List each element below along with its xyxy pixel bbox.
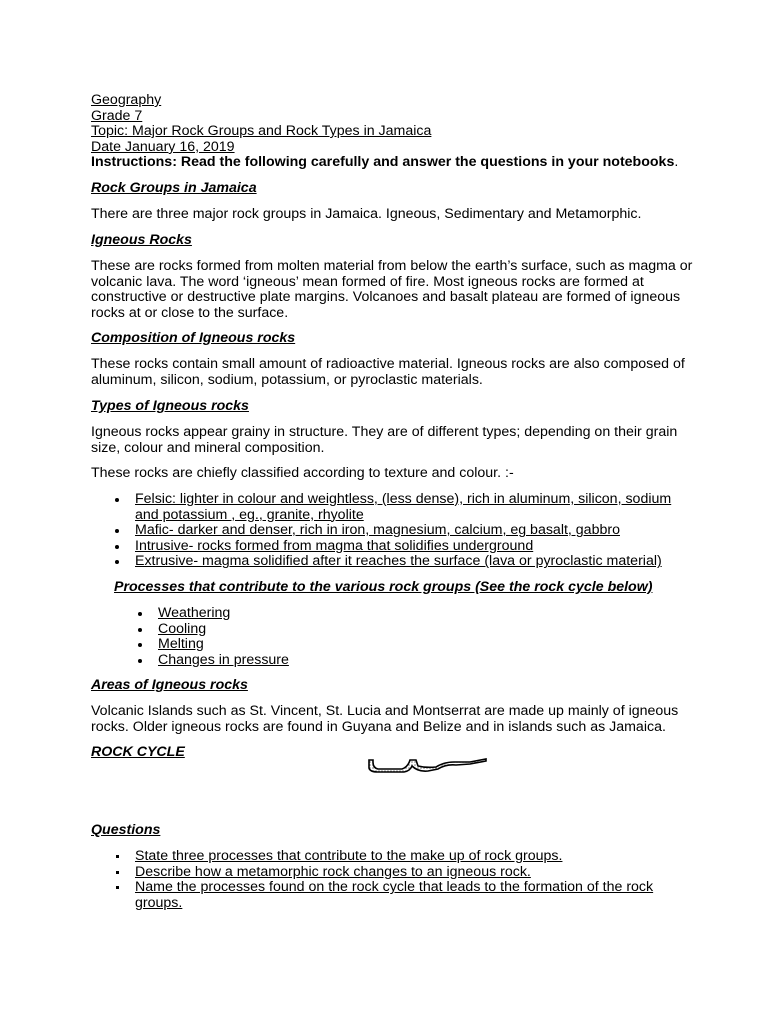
igneous-paragraph	[91, 259, 692, 321]
list-item-line: Weathering	[158, 605, 231, 621]
composition-paragraph	[91, 357, 685, 388]
classified-text: These rocks are chiefly classified according to texture and colour. :-	[91, 465, 514, 481]
list-item	[135, 849, 653, 865]
instructions-text: Instructions: Read the following carefully and answer the questions in your notebooks	[91, 154, 675, 170]
rock-cycle-diagram-fragment	[366, 758, 490, 774]
rock-types-list	[135, 492, 671, 570]
processes-heading: Processes that contribute to the various rock groups (See the rock cycle below)	[114, 579, 653, 595]
paragraph-line: constructive or destructive plate margins. Volcanoes and basalt plateau are formed of igneous	[91, 289, 681, 306]
list-item	[135, 554, 671, 570]
list-item	[158, 637, 289, 653]
list-item-line: groups.	[135, 894, 183, 911]
paragraph-line: These rocks contain small amount of radioactive material. Igneous rocks are also composed of	[91, 356, 685, 372]
list-item-line: Cooling	[158, 620, 207, 637]
composition-heading: Composition of Igneous rocks	[91, 330, 296, 346]
subject-line: Geography	[91, 92, 162, 108]
list-item-line: Name the processes found on the rock cycle that leads to the formation of the rock	[135, 879, 654, 896]
list-item	[135, 539, 671, 555]
areas-heading: Areas of Igneous rocks	[91, 677, 248, 693]
paragraph-line: Igneous rocks appear grainy in structure. They are of different types; depending on their grain	[91, 424, 678, 440]
list-item-line: and potassium , eg., granite, rhyolite	[135, 506, 364, 523]
processes-list	[158, 606, 289, 668]
paragraph-line: rocks. Older igneous rocks are found in Guyana and Belize and in islands such as Jamaica.	[91, 718, 666, 735]
paragraph-line: rocks at or close to the surface.	[91, 304, 289, 321]
list-item	[135, 492, 671, 523]
types-paragraph	[91, 425, 677, 456]
instructions-line	[91, 155, 678, 171]
list-item	[158, 622, 289, 638]
paragraph-line: size, colour and mineral composition.	[91, 439, 325, 456]
paragraph-line: These are rocks formed from molten material from below the earth’s surface, such as magma or	[91, 258, 693, 274]
questions-heading: Questions	[91, 822, 161, 838]
list-item-line: Extrusive- magma solidified after it reaches the surface (lava or pyroclastic material)	[135, 553, 662, 570]
list-item-line: Intrusive- rocks formed from magma that solidifies underground	[135, 537, 534, 554]
date-line: Date January 16, 2019	[91, 139, 235, 155]
types-heading: Types of Igneous rocks	[91, 398, 249, 414]
list-item-line: Changes in pressure	[158, 651, 289, 668]
list-item	[135, 523, 671, 539]
paragraph-line: aluminum, silicon, sodium, potassium, or pyroclastic materials.	[91, 371, 483, 388]
list-item-line: Melting	[158, 636, 204, 653]
instructions-end: .	[674, 154, 679, 170]
list-item-line: State three processes that contribute to the make up of rock groups.	[135, 848, 563, 864]
igneous-heading: Igneous Rocks	[91, 232, 192, 248]
paragraph-line: Volcanic Islands such as St. Vincent, St. Lucia and Montserrat are made up mainly of igneous	[91, 703, 679, 719]
list-item	[135, 880, 653, 911]
list-item	[158, 606, 289, 622]
areas-paragraph	[91, 704, 678, 735]
rock-cycle-heading: ROCK CYCLE	[91, 744, 185, 760]
questions-list	[135, 849, 653, 911]
paragraph-line: volcanic lava. The word ‘igneous’ mean formed of fire. Most igneous rocks are formed at	[91, 273, 644, 290]
list-item-line: Mafic- darker and denser, rich in iron, magnesium, calcium, eg basalt, gabbro	[135, 522, 620, 539]
list-item	[135, 865, 653, 881]
list-item-line: Felsic: lighter in colour and weightless, (less dense), rich in aluminum, silicon, sodium	[135, 491, 672, 507]
topic-line: Topic: Major Rock Groups and Rock Types in Jamaica	[91, 123, 432, 139]
grade-line: Grade 7	[91, 108, 143, 124]
rock-groups-heading: Rock Groups in Jamaica	[91, 180, 257, 196]
list-item	[158, 653, 289, 669]
rock-groups-text: There are three major rock groups in Jamaica. Igneous, Sedimentary and Metamorphic.	[91, 206, 642, 222]
list-item-line: Describe how a metamorphic rock changes to an igneous rock.	[135, 863, 531, 880]
